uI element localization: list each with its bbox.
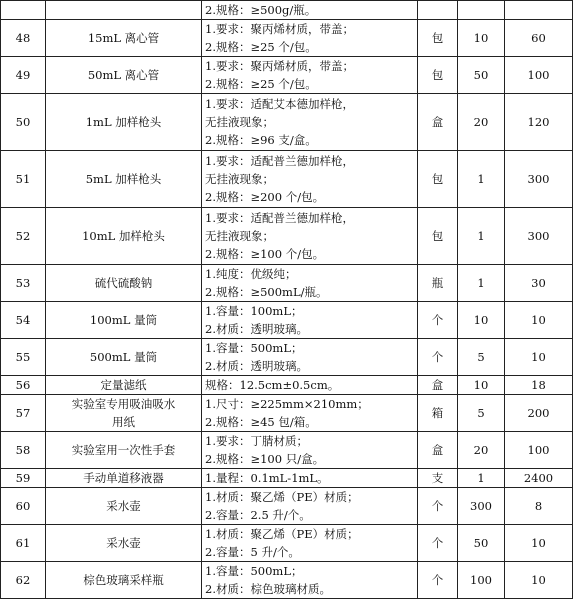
item-name-cell: 采水壶	[46, 488, 202, 525]
item-number-cell: 57	[1, 395, 46, 432]
item-quantity-cell: 100	[458, 562, 505, 599]
table-row	[1, 395, 573, 432]
table-row	[1, 208, 573, 265]
item-spec-cell: 1.容量：500mL； 2.材质：透明玻璃。	[202, 339, 418, 376]
item-price-cell: 100	[505, 432, 573, 469]
item-name-cell: 实验室用一次性手套	[46, 432, 202, 469]
item-unit-cell: 盒	[418, 376, 458, 395]
item-spec-cell: 1.要求：丁腈材质； 2.规格：≥100 只/盒。	[202, 432, 418, 469]
table-row	[1, 525, 573, 562]
item-number-cell: 56	[1, 376, 46, 395]
item-unit-cell: 个	[418, 339, 458, 376]
item-number-cell: 48	[1, 20, 46, 57]
item-name-cell: 手动单道移液器	[46, 469, 202, 488]
table-row	[1, 339, 573, 376]
item-price-cell: 10	[505, 525, 573, 562]
item-number-cell: 61	[1, 525, 46, 562]
item-number-cell: 50	[1, 94, 46, 151]
item-spec-cell: 1.要求：聚丙烯材质，带盖； 2.规格：≥25 个/包。	[202, 57, 418, 94]
item-spec-cell: 1.容量：100mL； 2.材质：透明玻璃。	[202, 302, 418, 339]
item-price-cell: 120	[505, 94, 573, 151]
item-unit-cell: 个	[418, 488, 458, 525]
item-unit-cell: 箱	[418, 395, 458, 432]
item-number-cell: 51	[1, 151, 46, 208]
item-name-cell	[46, 1, 202, 20]
item-quantity-cell	[458, 1, 505, 20]
item-name-cell: 50mL 离心管	[46, 57, 202, 94]
item-spec-cell: 1.要求：聚丙烯材质，带盖； 2.规格：≥25 个/包。	[202, 20, 418, 57]
item-unit-cell: 包	[418, 208, 458, 265]
table-row	[1, 57, 573, 94]
item-name-cell: 棕色玻璃采样瓶	[46, 562, 202, 599]
item-name-cell: 硫代硫酸钠	[46, 265, 202, 302]
table-row	[1, 562, 573, 599]
item-number-cell: 55	[1, 339, 46, 376]
item-unit-cell: 瓶	[418, 265, 458, 302]
item-number-cell: 58	[1, 432, 46, 469]
item-number-cell: 49	[1, 57, 46, 94]
item-spec-cell: 1.要求：适配普兰德加样枪， 无挂液现象； 2.规格：≥200 个/包。	[202, 151, 418, 208]
item-number-cell: 54	[1, 302, 46, 339]
item-unit-cell: 支	[418, 469, 458, 488]
item-spec-cell: 1.要求：适配艾本德加样枪， 无挂液现象； 2.规格：≥96 支/盒。	[202, 94, 418, 151]
item-spec-cell: 规格：12.5cm±0.5cm。	[202, 376, 418, 395]
item-price-cell: 100	[505, 57, 573, 94]
item-spec-cell: 2.规格：≥500g/瓶。	[202, 1, 418, 20]
item-spec-cell: 1.尺寸：≥225mm×210mm； 2.规格：≥45 包/箱。	[202, 395, 418, 432]
item-unit-cell: 包	[418, 20, 458, 57]
item-price-cell: 200	[505, 395, 573, 432]
table-row	[1, 20, 573, 57]
item-quantity-cell: 10	[458, 376, 505, 395]
item-spec-cell: 1.容量：500mL； 2.材质：棕色玻璃材质。	[202, 562, 418, 599]
item-number-cell	[1, 1, 46, 20]
item-quantity-cell: 10	[458, 20, 505, 57]
item-spec-cell: 1.材质：聚乙烯（PE）材质； 2.容量：5 升/个。	[202, 525, 418, 562]
item-quantity-cell: 5	[458, 339, 505, 376]
item-price-cell: 60	[505, 20, 573, 57]
item-unit-cell	[418, 1, 458, 20]
item-price-cell: 18	[505, 376, 573, 395]
table-row	[1, 302, 573, 339]
item-number-cell: 59	[1, 469, 46, 488]
item-number-cell: 60	[1, 488, 46, 525]
table-row	[1, 469, 573, 488]
item-price-cell: 300	[505, 151, 573, 208]
item-name-cell: 采水壶	[46, 525, 202, 562]
item-spec-cell: 1.材质：聚乙烯（PE）材质； 2.容量：2.5 升/个。	[202, 488, 418, 525]
table-row	[1, 376, 573, 395]
item-unit-cell: 盒	[418, 94, 458, 151]
item-number-cell: 62	[1, 562, 46, 599]
item-quantity-cell: 50	[458, 57, 505, 94]
table-row	[1, 151, 573, 208]
item-price-cell: 8	[505, 488, 573, 525]
item-price-cell: 10	[505, 339, 573, 376]
item-unit-cell: 包	[418, 57, 458, 94]
table-row	[1, 488, 573, 525]
table-row	[1, 1, 573, 20]
item-price-cell: 10	[505, 302, 573, 339]
item-price-cell: 300	[505, 208, 573, 265]
item-quantity-cell: 50	[458, 525, 505, 562]
item-unit-cell: 个	[418, 562, 458, 599]
item-quantity-cell: 1	[458, 208, 505, 265]
item-price-cell	[505, 1, 573, 20]
table-row	[1, 265, 573, 302]
item-quantity-cell: 10	[458, 302, 505, 339]
item-unit-cell: 盒	[418, 432, 458, 469]
item-number-cell: 53	[1, 265, 46, 302]
item-name-cell: 1mL 加样枪头	[46, 94, 202, 151]
item-price-cell: 30	[505, 265, 573, 302]
item-spec-cell: 1.要求：适配普兰德加样枪， 无挂液现象； 2.规格：≥100 个/包。	[202, 208, 418, 265]
item-quantity-cell: 20	[458, 432, 505, 469]
item-name-cell: 5mL 加样枪头	[46, 151, 202, 208]
item-name-cell: 100mL 量筒	[46, 302, 202, 339]
item-unit-cell: 个	[418, 525, 458, 562]
item-name-cell: 定量滤纸	[46, 376, 202, 395]
item-quantity-cell: 300	[458, 488, 505, 525]
item-name-cell: 15mL 离心管	[46, 20, 202, 57]
item-unit-cell: 包	[418, 151, 458, 208]
item-price-cell: 2400	[505, 469, 573, 488]
item-spec-cell: 1.量程：0.1mL-1mL。	[202, 469, 418, 488]
item-quantity-cell: 1	[458, 151, 505, 208]
item-quantity-cell: 1	[458, 469, 505, 488]
item-price-cell: 10	[505, 562, 573, 599]
item-quantity-cell: 1	[458, 265, 505, 302]
item-unit-cell: 个	[418, 302, 458, 339]
table-row	[1, 432, 573, 469]
item-quantity-cell: 20	[458, 94, 505, 151]
item-name-cell: 10mL 加样枪头	[46, 208, 202, 265]
item-spec-cell: 1.纯度：优级纯； 2.规格：≥500mL/瓶。	[202, 265, 418, 302]
item-quantity-cell: 5	[458, 395, 505, 432]
table-row	[1, 94, 573, 151]
item-number-cell: 52	[1, 208, 46, 265]
item-name-cell: 实验室专用吸油吸水 用纸	[46, 395, 202, 432]
table-body	[1, 1, 573, 599]
item-name-cell: 500mL 量筒	[46, 339, 202, 376]
